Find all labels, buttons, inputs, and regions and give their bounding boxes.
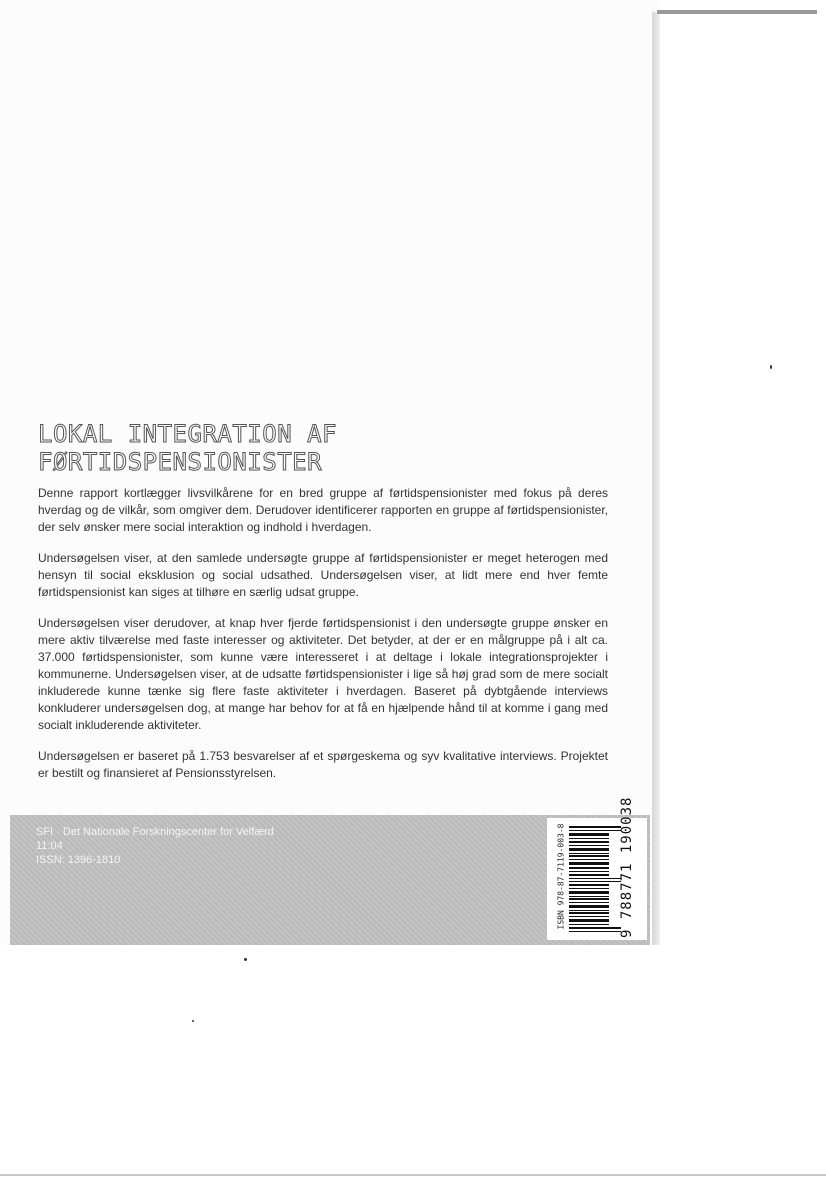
paragraph: Denne rapport kortlægger livsvilkårene for en bred gruppe af førtidspensionister med fokus på deres hverdag og de vilkår, som omgiver dem. Derudover identificerer rapporten en gruppe af førtidspensionister, der selv ønsker mere social interaktion og indhold i hverdagen.: [38, 486, 608, 534]
report-title: [38, 420, 337, 476]
scan-speck: [244, 958, 247, 961]
paragraph: Undersøgelsen er baseret på 1.753 besvarelser af et spørgeskema og syv kvalitative interviews. Projektet er bestilt og finansieret af Pensionsstyrelsen.: [38, 749, 608, 780]
summary-text: [38, 485, 608, 796]
footer-band: [10, 796, 650, 945]
barcode-digits: 9 788771 190038: [619, 796, 635, 938]
publisher-info: [36, 825, 274, 867]
title-line-2: FØRTIDSPENSIONISTER: [38, 448, 323, 476]
report-number: 11:04: [36, 840, 63, 852]
barcode-icon: [569, 826, 621, 934]
scan-speck: [192, 1020, 194, 1022]
isbn-text: ISBN 978-87-7119-003-8: [556, 823, 566, 930]
publisher-name: SFI · Det Nationale Forskningscenter for Velfærd: [36, 826, 274, 838]
issn-number: ISSN: 1396-1810: [36, 854, 121, 866]
page-edge-shadow: [652, 12, 660, 945]
title-line-1: LOKAL INTEGRATION AF: [38, 420, 337, 448]
paragraph: Undersøgelsen viser, at den samlede undersøgte gruppe af førtidspensionister er meget heterogen med hensyn til social eksklusion og social udsathed. Undersøgelsen viser, at lidt mere end hver femte førtidspensionist kan siges at tilhøre en særlig udsat gruppe.: [38, 551, 608, 599]
barcode-label: [547, 796, 647, 940]
scan-bottom-edge: [0, 1174, 826, 1176]
scan-speck: [770, 365, 772, 369]
paragraph: Undersøgelsen viser derudover, at knap hver fjerde førtidspensionist i den undersøgte gruppe ønsker en mere aktiv tilværelse med faste interesser og aktiviteter. Det betyder, at der er en målgruppe på i alt ca. 37.000 førtidspensionister, som kunne være interesseret i at deltage i lokale integrationsprojekter i kommunerne. Undersøgelsen viser, at de udsatte førtidspensionister i lige så høj grad som de mere socialt inkluderede kunne tænke sig flere faste aktiviteter i hverdagen. Baseret på dybtgående interviews konkluderer undersøgelsen dog, at mange har behov for at få en hjælpende hånd til at komme i gang med socialt inkluderende aktiviteter.: [38, 616, 608, 732]
scan-edge-rule: [657, 10, 817, 14]
